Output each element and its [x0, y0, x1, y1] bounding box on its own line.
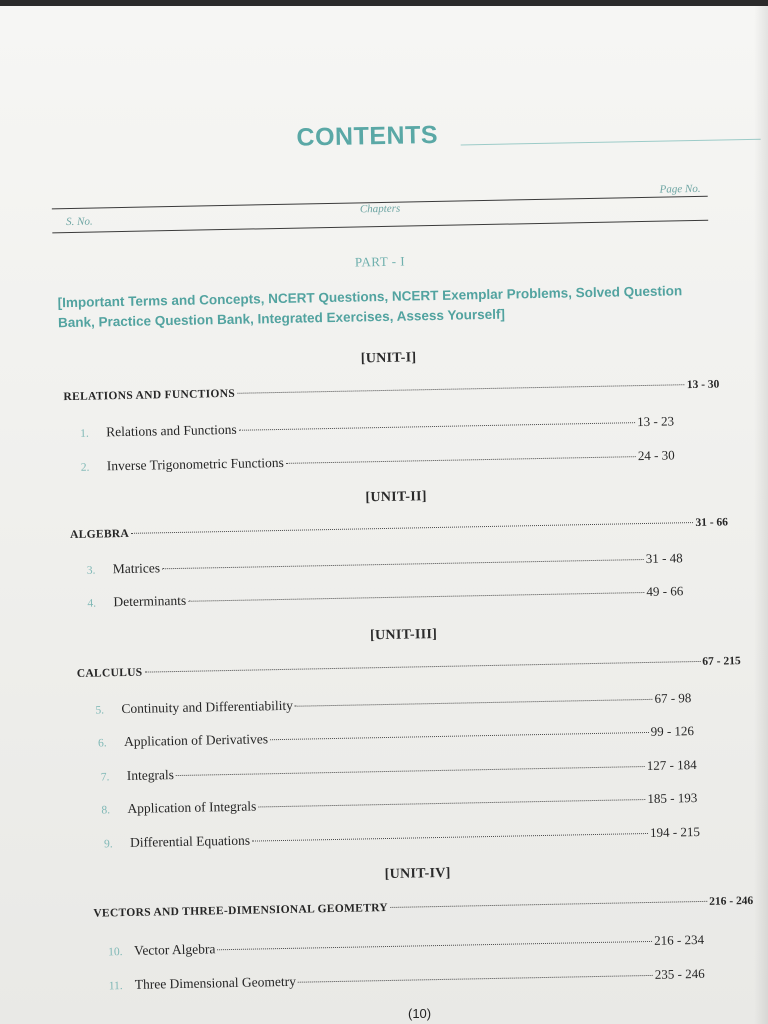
chapter-row[interactable] — [101, 757, 697, 784]
chapter-page-range: 185 - 193 — [647, 790, 698, 806]
chapter-title: Relations and Functions — [105, 421, 237, 440]
dot-leader — [162, 559, 644, 569]
dot-leader — [295, 699, 653, 707]
chapter-page-range: 49 - 66 — [646, 583, 684, 599]
chapter-title: Matrices — [112, 560, 161, 577]
chapter-page-range: 216 - 234 — [654, 931, 705, 948]
chapter-row[interactable] — [108, 932, 704, 959]
chapter-page-range: 31 - 48 — [645, 550, 683, 566]
chapter-page-range: 13 - 23 — [637, 413, 675, 430]
unit-page-range: 31 - 66 — [695, 516, 729, 530]
chapter-title: Determinants — [113, 592, 187, 610]
title-underline — [461, 139, 761, 146]
chapter-title: Three Dimensional Geometry — [134, 973, 297, 992]
chapter-number: 6. — [98, 737, 107, 750]
contents-sheet — [0, 6, 768, 1024]
book-page — [0, 6, 768, 1024]
chapter-number: 8. — [101, 804, 111, 817]
dot-leader — [298, 975, 653, 983]
header-serial-no: S. No. — [65, 215, 93, 229]
chapter-number: 5. — [95, 704, 105, 717]
chapter-row[interactable] — [87, 583, 683, 610]
chapter-row[interactable] — [81, 447, 675, 474]
chapter-title: Integrals — [126, 767, 175, 783]
dot-leader — [176, 766, 645, 776]
unit-heading: VECTORS AND THREE-DIMENSIONAL GEOMETRY — [93, 901, 389, 920]
chapter-number: 4. — [87, 597, 97, 610]
chapter-page-range: 235 - 246 — [654, 965, 705, 982]
chapter-title: Application of Derivatives — [123, 731, 269, 750]
chapter-number: 3. — [86, 564, 96, 577]
dot-leader — [144, 661, 700, 673]
chapter-row[interactable] — [87, 550, 683, 577]
chapter-number: 11. — [108, 980, 123, 993]
dot-leader — [188, 592, 644, 602]
chapter-number: 1. — [80, 427, 89, 440]
chapter-page-range: 24 - 30 — [637, 447, 675, 464]
unit-heading: RELATIONS AND FUNCTIONS — [63, 387, 236, 404]
chapter-row[interactable] — [101, 790, 697, 817]
chapter-page-range: 194 - 215 — [649, 823, 701, 840]
part-label: PART - I — [354, 253, 406, 270]
chapter-title: Vector Algebra — [133, 941, 216, 958]
header-bottom-rule — [52, 220, 708, 234]
unit-heading-row[interactable] — [70, 516, 728, 541]
chapter-row[interactable] — [98, 723, 694, 750]
chapter-row[interactable] — [95, 690, 691, 717]
chapter-row[interactable] — [80, 413, 674, 440]
chapter-number: 9. — [103, 838, 113, 851]
header-page-no: Page No. — [659, 182, 701, 196]
page-number: (10) — [408, 1006, 432, 1021]
dot-leader — [237, 384, 685, 394]
unit-page-range: 216 - 246 — [709, 894, 754, 908]
unit-heading: ALGEBRA — [70, 527, 130, 542]
chapter-title: Application of Integrals — [127, 798, 257, 816]
unit-page-range: 67 - 215 — [702, 655, 741, 668]
unit-label: [UNIT-III] — [369, 627, 438, 644]
dot-leader — [252, 833, 648, 842]
unit-label: [UNIT-I] — [360, 350, 417, 367]
dot-leader — [258, 799, 645, 807]
unit-label: [UNIT-II] — [365, 489, 427, 506]
chapter-page-range: 67 - 98 — [654, 690, 692, 706]
unit-heading-row[interactable] — [93, 895, 753, 920]
dot-leader — [239, 422, 636, 431]
dot-leader — [270, 732, 649, 740]
dot-leader — [286, 456, 636, 464]
chapter-title: Differential Equations — [129, 832, 251, 850]
chapter-title: Continuity and Differentiability — [121, 697, 294, 717]
dot-leader — [131, 522, 693, 534]
part-description: [Important Terms and Concepts, NCERT Questions, NCERT Exemplar Problems, Solved Question Bank, Practice Question Bank, Integrated Exercises, Assess Yourself] — [57, 283, 683, 331]
unit-label: [UNIT-IV] — [384, 865, 451, 883]
chapter-number: 10. — [108, 946, 123, 959]
chapter-number: 2. — [80, 461, 90, 474]
dot-leader — [390, 901, 707, 908]
unit-heading: CALCULUS — [76, 666, 143, 680]
unit-page-range: 13 - 30 — [686, 378, 720, 392]
unit-heading-row[interactable] — [63, 379, 719, 404]
chapter-row[interactable] — [104, 824, 700, 851]
chapter-title: Inverse Trigonometric Functions — [106, 454, 284, 474]
chapter-number: 7. — [100, 771, 110, 784]
header-chapters: Chapters — [359, 202, 401, 216]
chapter-page-range: 99 - 126 — [650, 723, 695, 739]
chapter-page-range: 127 - 184 — [646, 757, 697, 773]
dot-leader — [217, 941, 652, 950]
contents-title: CONTENTS — [296, 120, 439, 152]
unit-heading-row[interactable] — [77, 655, 741, 680]
chapter-row[interactable] — [109, 966, 705, 993]
